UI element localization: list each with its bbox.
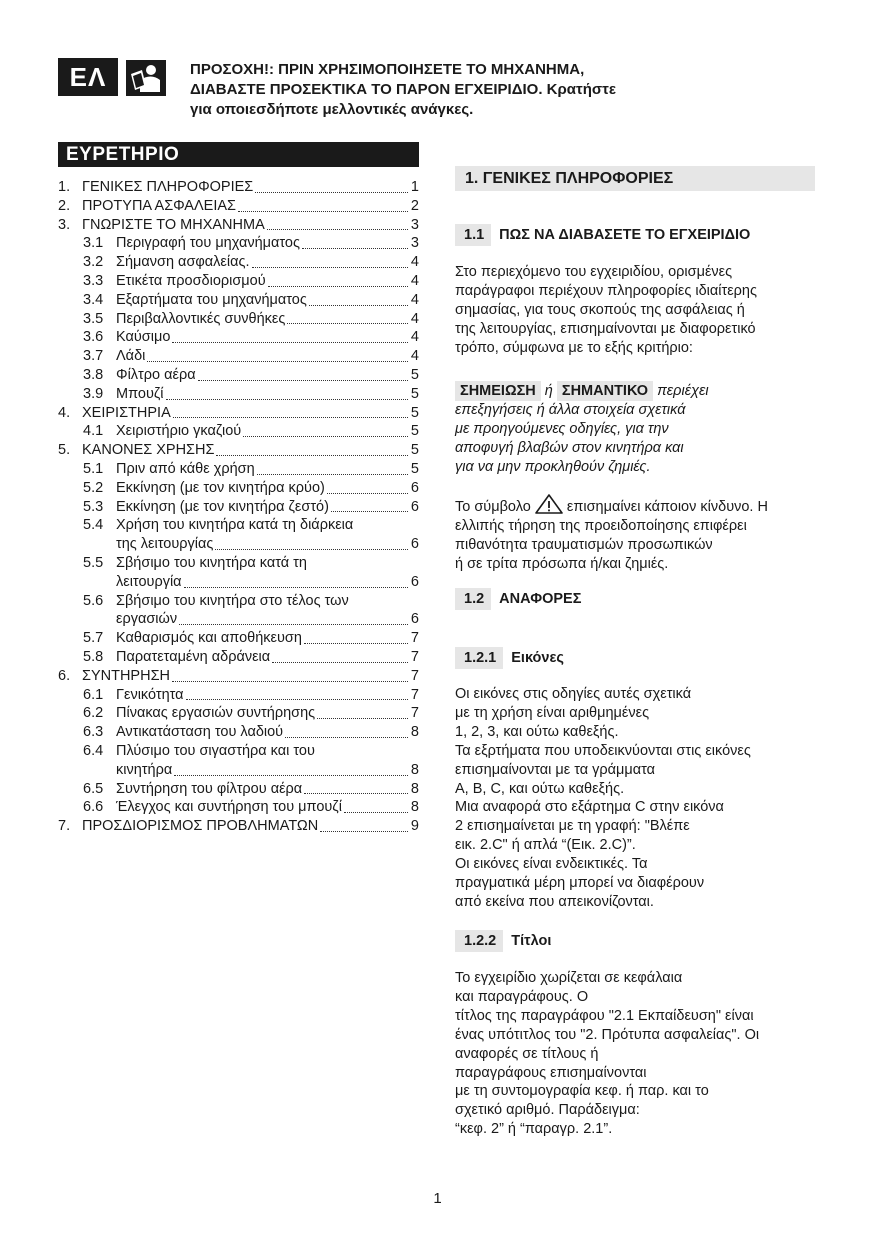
toc-title: Γενικότητα: [116, 686, 184, 703]
toc-page-number: 2: [410, 197, 419, 214]
toc-number: 6.6: [83, 799, 104, 816]
toc-title: ΣΥΝΤΗΡΗΣΗ: [82, 667, 171, 684]
toc-leader: [238, 211, 408, 212]
toc-page-number: 5: [410, 442, 419, 459]
toc-leader: [304, 643, 408, 644]
toc-title: Εκκίνηση (με τον κινητήρα κρύο): [116, 479, 325, 496]
toc-number: 7.: [58, 818, 71, 835]
section-title: Τίτλοι: [511, 933, 552, 949]
toc-entry: [58, 686, 419, 705]
text-line: Μια αναφορά στο εξάρτημα C στην εικόνα: [455, 799, 724, 816]
toc-page-number: 6: [410, 611, 419, 628]
text-line: πραγματικά μέρη μπορεί να διαφέρουν: [455, 875, 705, 892]
toc-page-number: 5: [410, 460, 419, 477]
toc-number: 5.1: [83, 460, 104, 477]
toc-entry: [58, 592, 419, 611]
toc-leader: [309, 305, 408, 306]
toc-page-number: 6: [410, 573, 419, 590]
toc-number: 6.5: [83, 780, 104, 797]
symbol-first-line: [455, 494, 815, 517]
toc-entry: [58, 479, 419, 498]
text-line: επεξηγήσεις ή άλλα στοιχεία σχετικά: [455, 402, 686, 418]
section-1-2-heading: [455, 588, 815, 610]
toc-entry: [58, 216, 419, 235]
toc-title: ΚΑΝΟΝΕΣ ΧΡΗΣΗΣ: [82, 442, 215, 459]
text-line: αναφορές σε τίτλους ή: [455, 1045, 599, 1062]
toc-page-number: 8: [410, 761, 419, 778]
toc-page-number: 7: [410, 705, 419, 722]
toc-leader: [267, 229, 408, 230]
toc-title: Σβήσιμο του κινητήρα κατά τη: [116, 554, 307, 571]
toc-page-number: 4: [410, 348, 419, 365]
note-tail: περιέχει: [657, 383, 709, 399]
section-1-heading: 1. ΓΕΝΙΚΕΣ ΠΛΗΡΟΦΟΡΙΕΣ: [455, 166, 815, 191]
important-tag: ΣΗΜΑΝΤΙΚΟ: [557, 381, 653, 401]
toc-title: Συντήρηση του φίλτρου αέρα: [116, 780, 303, 797]
text-line: ένας υπότιτλος του "2. Πρότυπα ασφαλείας". Οι: [455, 1026, 760, 1043]
toc-title: Καύσιμο: [116, 329, 171, 346]
toc-number: 6.: [58, 667, 71, 684]
toc-leader: [198, 380, 408, 381]
toc-leader: [173, 417, 408, 418]
toc-number: 5.8: [83, 648, 104, 665]
toc-title: Παρατεταμένη αδράνεια: [116, 648, 271, 665]
toc-page-number: 5: [410, 404, 419, 421]
toc-number: [83, 573, 116, 592]
toc-number: 3.6: [83, 329, 104, 346]
toc-entry: [58, 742, 419, 761]
toc-title: κινητήρα: [116, 761, 173, 778]
toc-entry: [58, 441, 419, 460]
toc-entry: [58, 385, 419, 404]
toc-entry: [58, 780, 419, 799]
toc-entry: [58, 197, 419, 216]
paragraph-titles: [455, 969, 815, 1139]
toc-entry: [58, 498, 419, 517]
toc-entry: [58, 610, 419, 629]
toc-leader: [172, 342, 408, 343]
text-line: παραγράφους επισημαίνονται: [455, 1064, 647, 1081]
toc-title: Περιβαλλοντικές συνθήκες: [116, 310, 286, 327]
toc-page-number: 5: [410, 385, 419, 402]
text-line: τρόπο, σύμφωνα με το εξής κριτήριο:: [455, 339, 693, 356]
toc-title: Χειριστήριο γκαζιού: [116, 423, 242, 440]
toc-leader: [320, 831, 408, 832]
text-line: ελλιπής τήρηση της προειδοποίησης επιφέρει: [455, 517, 747, 534]
toc-page-number: 3: [410, 216, 419, 233]
text-line: 1, 2, 3, και ούτω καθεξής.: [455, 723, 619, 740]
toc-entry: [58, 310, 419, 329]
toc-leader: [304, 793, 408, 794]
toc-number: 3.3: [83, 272, 104, 289]
toc-leader: [317, 718, 408, 719]
warning-notice: [190, 60, 750, 120]
toc-entry: [58, 723, 419, 742]
text-fragment: Το σύμβολο: [455, 499, 531, 515]
toc-entry: [58, 817, 419, 836]
toc-entry: [58, 516, 419, 535]
toc-entry: [58, 291, 419, 310]
text-line: ή σε τρίτα πρόσωπα ή/και ζημιές.: [455, 555, 669, 572]
toc-leader: [255, 192, 408, 193]
toc-title: Λάδι: [116, 348, 146, 365]
section-1-2-1-heading: [455, 647, 815, 669]
toc-page-number: 7: [410, 630, 419, 647]
toc-leader: [216, 455, 407, 456]
index-title: ΕΥΡΕΤΗΡΙΟ: [58, 142, 419, 167]
toc-number: 5.: [58, 442, 71, 459]
toc-number: 6.2: [83, 705, 104, 722]
toc-entry: [58, 460, 419, 479]
text-line: πιθανότητα τραυματισμών προσωπικών: [455, 536, 713, 553]
toc-leader: [215, 549, 408, 550]
text-line: τίτλος της παραγράφου "2.1 Εκπαίδευση" είναι: [455, 1007, 754, 1024]
toc-title: ΓΝΩΡΙΣΤΕ ΤΟ ΜΗΧΑΝΗΜΑ: [82, 216, 265, 233]
toc-page-number: 9: [410, 818, 419, 835]
toc-title: Ετικέτα προσδιορισμού: [116, 272, 266, 289]
text-line: σημασίας, για τους σκοπούς της ασφάλειας ή: [455, 301, 745, 318]
toc-title: Εξαρτήματα του μηχανήματος: [116, 291, 307, 308]
toc-page-number: 7: [410, 686, 419, 703]
toc-number: 6.1: [83, 686, 104, 703]
toc-number: 3.2: [83, 254, 104, 271]
page-number: 1: [433, 1190, 442, 1207]
text-line: 2 επισημαίνεται με τη γραφή: "Βλέπε: [455, 818, 690, 835]
section-1-1-heading: [455, 224, 815, 246]
paragraph-how-to-read: [455, 263, 815, 358]
toc-page-number: 4: [410, 310, 419, 327]
toc-number: 1.: [58, 179, 71, 195]
toc-title: Φίλτρο αέρα: [116, 366, 196, 383]
symbol-paragraph: [455, 494, 815, 574]
text-line: εικ. 2.C" ή απλά “(Εικ. 2.C)”.: [455, 837, 636, 854]
toc-number: 5.7: [83, 630, 104, 647]
toc-page-number: 1: [410, 179, 419, 195]
toc-page-number: 6: [410, 479, 419, 496]
text-line: Τα εξρτήματα που υποδεικνύονται στις εικόνες: [455, 742, 751, 759]
toc-title: Μπουζί: [116, 385, 164, 402]
toc-title: Σβήσιμο του κινητήρα στο τέλος των: [116, 592, 349, 609]
toc-page-number: 4: [410, 272, 419, 289]
text-line: A, B, C, και ούτω καθεξής.: [455, 780, 625, 797]
section-number: 1.1: [455, 224, 491, 246]
toc-title: Εκκίνηση (με τον κινητήρα ζεστό): [116, 498, 329, 515]
text-line: με προηγούμενες οδηγίες, για την: [455, 420, 669, 437]
toc-entry: [58, 535, 419, 554]
toc-title: λειτουργία: [116, 573, 182, 590]
section-1-2-2-heading: [455, 930, 815, 952]
text-line: Στο περιεχόμενο του εγχειριδίου, ορισμένες: [455, 264, 733, 280]
toc-number: 3.5: [83, 310, 104, 327]
warning-line: ΔΙΑΒΑΣΤΕ ΠΡΟΣΕΚΤΙΚΑ ΤΟ ΠΑΡΟΝ ΕΓΧΕΙΡΙΔΙΟ. Κρατήστε: [190, 81, 616, 98]
manual-read-icon: [126, 60, 166, 96]
paragraph-figures: [455, 685, 815, 912]
toc-number: 3.: [58, 216, 71, 233]
toc-leader: [302, 248, 408, 249]
toc-entry: [58, 178, 419, 197]
warning-line: για οποιεσδήποτε μελλοντικές ανάγκες.: [190, 101, 474, 118]
toc-entry: [58, 272, 419, 291]
toc-entry: [58, 648, 419, 667]
toc-number: 4.1: [83, 423, 104, 440]
toc-number: 5.6: [83, 592, 104, 609]
toc-number: [83, 535, 116, 554]
toc-page-number: 7: [410, 667, 419, 684]
text-line: αποφυγή βλαβών στον κινητήρα και: [455, 439, 684, 456]
toc-number: 5.3: [83, 498, 104, 515]
toc-entry: [58, 667, 419, 686]
toc-title: ΓΕΝΙΚΕΣ ΠΛΗΡΟΦΟΡΙΕΣ: [82, 179, 254, 195]
toc-leader: [257, 474, 408, 475]
toc-title: Χρήση του κινητήρα κατά τη διάρκεια: [116, 517, 354, 534]
toc-number: 3.8: [83, 366, 104, 383]
section-number: 1.2.2: [455, 930, 503, 952]
warning-triangle-icon: [535, 494, 563, 514]
toc-leader: [174, 775, 408, 776]
toc-title: Περιγραφή του μηχανήματος: [116, 235, 300, 252]
language-badge: ΕΛ: [58, 58, 118, 96]
toc-title: Πριν από κάθε χρήση: [116, 460, 255, 477]
text-line: παράγραφοι περιέχουν πληροφορίες ιδιαίτερης: [455, 282, 757, 299]
toc-number: 3.9: [83, 385, 104, 402]
toc-title: της λειτουργίας: [116, 536, 214, 553]
text-line: και παραγράφους. Ο: [455, 988, 589, 1005]
toc-title: Πλύσιμο του σιγαστήρα και του: [116, 742, 315, 759]
toc-page-number: 6: [410, 536, 419, 553]
section-title: ΑΝΑΦΟΡΕΣ: [499, 591, 582, 607]
text-line: της λειτουργίας, επισημαίνονται με διαφορετικό: [455, 320, 756, 337]
section-number: 1.2.1: [455, 647, 503, 669]
toc-number: 3.7: [83, 348, 104, 365]
toc-entry: [58, 347, 419, 366]
toc-entry: [58, 761, 419, 780]
text-line: σχετικό αριθμό. Παράδειγμα:: [455, 1102, 640, 1119]
toc-page-number: 4: [410, 291, 419, 308]
toc-leader: [166, 399, 408, 400]
toc-title: Καθαρισμός και αποθήκευση: [116, 630, 302, 647]
toc-leader: [172, 681, 408, 682]
note-paragraph: [455, 381, 815, 477]
toc-page-number: 5: [410, 423, 419, 440]
toc-title: Σήμανση ασφαλείας.: [116, 254, 250, 271]
toc-leader: [147, 361, 408, 362]
toc-title: Έλεγχος και συντήρηση του μπουζί: [116, 799, 342, 816]
toc-page-number: 8: [410, 799, 419, 816]
toc-leader: [272, 662, 408, 663]
text-line: για να μην προκληθούν ζημιές.: [455, 458, 651, 475]
text-fragment: επισημαίνει κάποιον κίνδυνο. Η: [566, 499, 768, 515]
toc-page-number: 6: [410, 498, 419, 515]
toc-number: 3.4: [83, 291, 104, 308]
toc-number: 5.2: [83, 479, 104, 496]
toc-page-number: 3: [410, 235, 419, 252]
text-line: “κεφ. 2” ή “παραγρ. 2.1”.: [455, 1121, 613, 1138]
warning-line: ΠΡΟΣΟΧΗ!: ΠΡΙΝ ΧΡΗΣΙΜΟΠΟΙΗΣΕΤΕ ΤΟ ΜΗΧΑΝΗΜΑ,: [190, 61, 585, 78]
text-line: επισημαίνονται με τα γράμματα: [455, 761, 656, 778]
toc-entry: [58, 253, 419, 272]
section-title: Εικόνες: [511, 650, 564, 666]
toc-page-number: 8: [410, 724, 419, 741]
toc-number: 5.4: [83, 517, 104, 534]
toc-entry: [58, 234, 419, 253]
toc-leader: [344, 812, 408, 813]
toc-page-number: 4: [410, 329, 419, 346]
text-line: από εκείνα που απεικονίζονται.: [455, 893, 654, 910]
text-line: με τη συντομογραφία κεφ. ή παρ. και το: [455, 1083, 709, 1100]
toc-entry: [58, 704, 419, 723]
toc-entry: [58, 573, 419, 592]
toc-leader: [331, 511, 408, 512]
toc-title: Αντικατάσταση του λαδιού: [116, 724, 284, 741]
text-line: Οι εικόνες στις οδηγίες αυτές σχετικά: [455, 686, 692, 702]
toc-entry: [58, 366, 419, 385]
toc-entry: [58, 422, 419, 441]
text-line: Το εγχειρίδιο χωρίζεται σε κεφάλαια: [455, 970, 683, 986]
note-tag: ΣΗΜΕΙΩΣΗ: [455, 381, 541, 401]
toc-number: 6.4: [83, 742, 104, 759]
text-line: Οι εικόνες είναι ενδεικτικές. Τα: [455, 856, 648, 873]
toc-title: εργασιών: [116, 611, 178, 628]
toc-entry: [58, 554, 419, 573]
toc-leader: [252, 267, 408, 268]
toc-page-number: 5: [410, 366, 419, 383]
toc-page-number: 7: [410, 648, 419, 665]
toc-leader: [285, 737, 408, 738]
toc-number: [83, 610, 116, 629]
toc-leader: [184, 587, 408, 588]
toc-title: ΠΡΟΤΥΠΑ ΑΣΦΑΛΕΙΑΣ: [82, 197, 236, 214]
toc-title: ΠΡΟΣΔΙΟΡΙΣΜΟΣ ΠΡΟΒΛΗΜΑΤΩΝ: [82, 818, 319, 835]
toc-number: 6.3: [83, 724, 104, 741]
toc-number: 5.5: [83, 554, 104, 571]
toc-title: Πίνακας εργασιών συντήρησης: [116, 705, 316, 722]
note-first-line: [455, 381, 815, 401]
toc-number: [83, 761, 116, 780]
toc-page-number: 8: [410, 780, 419, 797]
toc-number: 4.: [58, 404, 71, 421]
toc-entry: [58, 629, 419, 648]
toc-leader: [327, 493, 408, 494]
toc-title: ΧΕΙΡΙΣΤΗΡΙΑ: [82, 404, 171, 421]
text-line: με τη χρήση είναι αριθμημένες: [455, 704, 650, 721]
section-number: 1.2: [455, 588, 491, 610]
toc-leader: [186, 699, 408, 700]
toc-entry: [58, 328, 419, 347]
toc-leader: [287, 323, 408, 324]
toc-leader: [268, 286, 408, 287]
section-title: ΠΩΣ ΝΑ ΔΙΑΒΑΣΕΤΕ ΤΟ ΕΓΧΕΙΡΙΔΙΟ: [499, 227, 751, 243]
toc-leader: [243, 436, 408, 437]
toc-leader: [179, 624, 408, 625]
toc-entry: [58, 404, 419, 423]
or-word: ή: [544, 383, 553, 399]
toc-entry: [58, 798, 419, 817]
table-of-contents: [58, 178, 419, 836]
toc-page-number: 4: [410, 254, 419, 271]
toc-number: 3.1: [83, 235, 104, 252]
toc-number: 2.: [58, 197, 71, 214]
